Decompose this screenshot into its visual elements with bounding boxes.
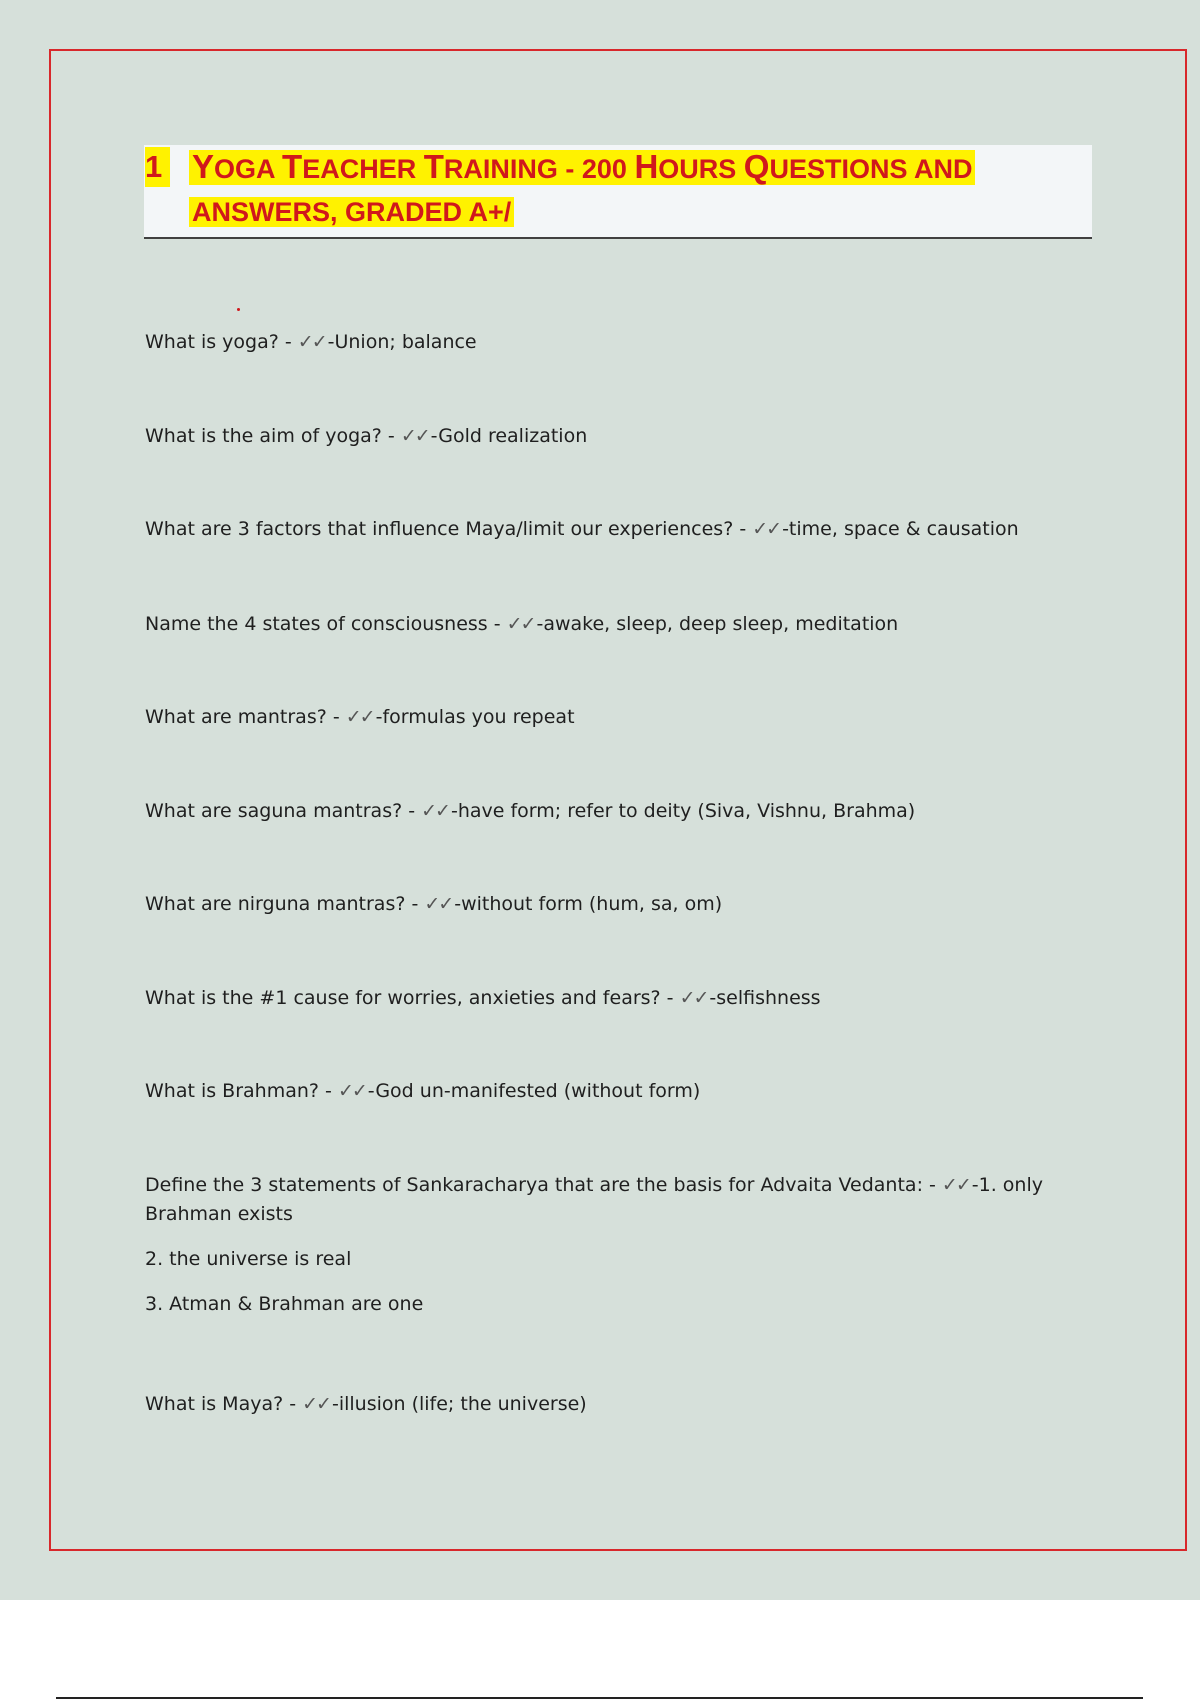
question-text: What are mantras? xyxy=(145,706,327,728)
double-check-icon: ✓✓ xyxy=(679,987,708,1009)
qa-item: What is the aim of yoga? - ✓✓ -Gold realization xyxy=(145,425,588,447)
heading-title-part: EACHER xyxy=(302,154,424,184)
qa-item: What is Brahman? - ✓✓ -God un-manifested (without form) xyxy=(145,1080,701,1102)
answer-extra-line: 2. the universe is real xyxy=(145,1248,352,1270)
answer-text: -illusion (life; the universe) xyxy=(331,1393,587,1415)
double-check-icon: ✓✓ xyxy=(941,1174,970,1196)
question-text: What is the #1 cause for worries, anxieties and fears? xyxy=(145,987,661,1009)
question-text: What is Brahman? xyxy=(145,1080,319,1102)
double-check-icon: ✓✓ xyxy=(302,1393,330,1415)
double-check-icon: ✓✓ xyxy=(345,706,374,728)
qa-item: Name the 4 states of consciousness - ✓✓ -awake, sleep, deep sleep, meditation xyxy=(145,613,899,635)
qa-item: Define the 3 statements of Sankaracharya that are the basis for Advaita Vedanta: - ✓✓ -1. only Brahman exists 2. the universe is real 3. Atman & Brahman are one xyxy=(145,1171,1045,1319)
answer-extra-line: 3. Atman & Brahman are one xyxy=(145,1293,424,1315)
qa-item: What are saguna mantras? - ✓✓ -have form; refer to deity (Siva, Vishnu, Brahma) xyxy=(145,800,916,822)
qa-item: What are mantras? - ✓✓ -formulas you repeat xyxy=(145,706,575,728)
qa-item: What are 3 factors that influence Maya/limit our experiences? - ✓✓ -time, space & causation xyxy=(145,518,1019,540)
answer-text: -formulas you repeat xyxy=(375,706,575,728)
heading-title-part: OGA xyxy=(214,154,283,184)
heading-title-part: Y xyxy=(192,148,215,185)
question-text: What are nirguna mantras? xyxy=(145,893,406,915)
heading-title-part: T xyxy=(282,148,303,185)
heading-title-part: T xyxy=(423,148,444,185)
question-text: What are saguna mantras? xyxy=(145,800,403,822)
heading-title-part: OURS xyxy=(658,154,744,184)
answer-text: -1. only Brahman exists xyxy=(145,1174,1043,1225)
double-check-icon: ✓✓ xyxy=(297,331,326,353)
double-check-icon: ✓✓ xyxy=(400,425,429,447)
question-text: What is yoga? xyxy=(145,331,279,353)
answer-text: -have form; refer to deity (Siva, Vishnu, Brahma) xyxy=(450,800,916,822)
question-text: Define the 3 statements of Sankaracharya that are the basis for Advaita Vedanta: xyxy=(145,1174,923,1196)
answer-text: -awake, sleep, deep sleep, meditation xyxy=(536,613,899,635)
double-check-icon: ✓✓ xyxy=(424,893,453,915)
double-check-icon: ✓✓ xyxy=(506,613,535,635)
heading-title-line-1 xyxy=(189,147,975,189)
question-text: What are 3 factors that influence Maya/limit our experiences? xyxy=(145,518,734,540)
answer-text: -time, space & causation xyxy=(782,518,1019,540)
heading-title-line-2: ANSWERS, GRADED A+/ xyxy=(189,191,514,232)
double-check-icon: ✓✓ xyxy=(752,518,781,540)
question-text: Name the 4 states of consciousness xyxy=(145,613,488,635)
qa-item: What is Maya? - ✓✓ -illusion (life; the universe) xyxy=(145,1393,587,1415)
question-text: What is the aim of yoga? xyxy=(145,425,382,447)
footer-rule xyxy=(56,1697,1143,1699)
answer-text: -Gold realization xyxy=(430,425,588,447)
heading-title-part: UESTIONS AND xyxy=(769,154,973,184)
heading-title-part: H xyxy=(634,148,659,185)
qa-item: What is yoga? - ✓✓ -Union; balance xyxy=(145,331,477,353)
answer-text: -Union; balance xyxy=(327,331,477,353)
answer-text: -God un-manifested (without form) xyxy=(367,1080,701,1102)
qa-item: What is the #1 cause for worries, anxieties and fears? - ✓✓ -selfishness xyxy=(145,987,821,1009)
double-check-icon: ✓✓ xyxy=(337,1080,366,1102)
qa-item: What are nirguna mantras? - ✓✓ -without form (hum, sa, om) xyxy=(145,893,723,915)
double-check-icon: ✓✓ xyxy=(421,800,449,822)
heading-title-part: RAINING - 200 xyxy=(443,154,635,184)
heading-title-part: Q xyxy=(743,148,770,185)
red-dot-mark xyxy=(237,308,240,311)
answer-text: -selfishness xyxy=(709,987,821,1009)
heading-number: 1 xyxy=(145,147,170,187)
answer-text: -without form (hum, sa, om) xyxy=(454,893,723,915)
question-text: What is Maya? xyxy=(145,1393,284,1415)
